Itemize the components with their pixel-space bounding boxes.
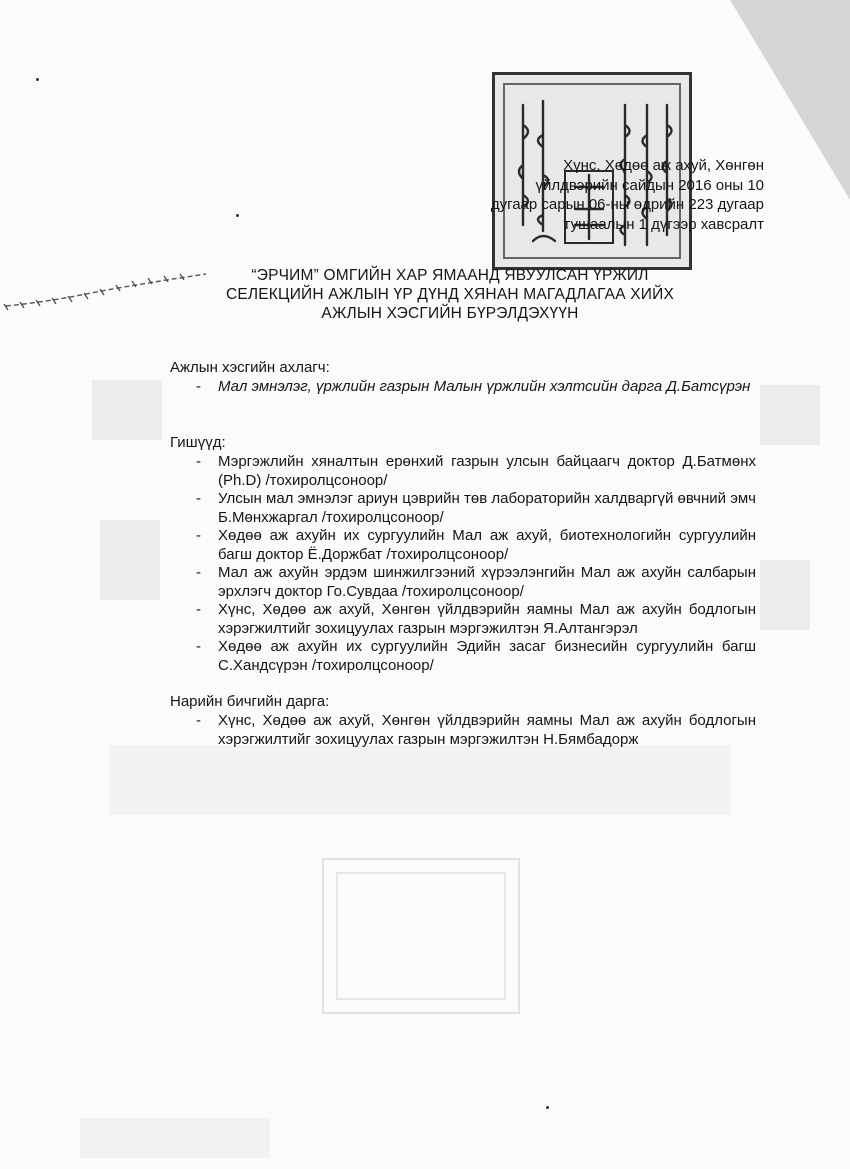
document-title-line: АЖЛЫН ХЭСГИЙН БҮРЭЛДЭХҮҮН (321, 305, 579, 322)
bullet-dash: - (196, 712, 201, 729)
leader-heading: Ажлын хэсгийн ахлагч: (170, 359, 330, 376)
bullet-dash: - (196, 564, 201, 581)
member-entry: Хөдөө аж ахуйн их сургуулийн Мал аж ахуй, биотехнологийн сургуулийн багш доктор Ё.Доржбат /тохиролцсоноор/ (218, 527, 756, 563)
bullet-dash: - (196, 638, 201, 655)
approval-line: тушаалын 1 дүгээр хавсралт (563, 215, 764, 233)
scan-speck (236, 214, 239, 217)
list-item (196, 378, 756, 397)
bleed-through (92, 380, 162, 440)
secretary-heading: Нарийн бичгийн дарга: (170, 693, 330, 710)
scan-speck (546, 1106, 549, 1109)
bleed-through (100, 520, 160, 600)
bullet-dash: - (196, 453, 201, 470)
document-title-line: СЕЛЕКЦИЙН АЖЛЫН ҮР ДҮНД ХЯНАН МАГАДЛАГАА ХИЙХ (225, 286, 675, 303)
document-title-line: “ЭРЧИМ” ОМГИЙН ХАР ЯМААНД ЯВУУЛСАН ҮРЖИЛ (251, 267, 649, 284)
list-item (196, 712, 756, 749)
leader-entry: Мал эмнэлэг, үржлийн газрын Малын үржлийн хэлтсийн дарга Д.Батсүрэн (218, 378, 751, 395)
scan-speck (36, 78, 39, 81)
member-entry: Хөдөө аж ахуйн их сургуулийн Эдийн засаг бизнесийн сургуулийн багш С.Хандсүрэн /тохиролцсоноор/ (218, 638, 756, 674)
faded-stamp (322, 858, 520, 1014)
approval-line: дугаар сарын 06-ны өдрийн 223 дугаар (490, 196, 764, 213)
members-heading: Гишүүд: (170, 434, 226, 451)
secretary-entry: Хүнс, Хөдөө аж ахуй, Хөнгөн үйлдвэрийн яамны Мал аж ахуйн бодлогын хэрэгжилтийг зохицуулах газрын мэргэжилтэн Н.Бямбадорж (218, 712, 756, 748)
list-item (196, 453, 756, 490)
member-entry: Хүнс, Хөдөө аж ахуй, Хөнгөн үйлдвэрийн яамны Мал аж ахуйн бодлогын хэрэгжилтийг зохицуулах газрын мэргэжилтэн Я.Алтангэрэл (218, 601, 756, 637)
approval-reference (478, 156, 764, 234)
member-entry: Мал аж ахуйн эрдэм шинжилгээний хүрээлэнгийн Мал аж ахуйн салбарын эрхлэгч доктор Го.Сувдаа /тохиролцсоноор/ (218, 564, 756, 600)
bleed-through (760, 560, 810, 630)
bullet-dash: - (196, 601, 201, 618)
bullet-dash: - (196, 490, 201, 507)
bleed-through (760, 385, 820, 445)
bullet-dash: - (196, 527, 201, 544)
bleed-through (80, 1118, 270, 1158)
list-item (196, 490, 756, 527)
approval-line: үйлдвэрийн сайдын 2016 оны 10 (535, 176, 764, 194)
list-item (196, 638, 756, 675)
list-item (196, 527, 756, 564)
bullet-dash: - (196, 378, 201, 395)
list-item (196, 564, 756, 601)
approval-line: Хүнс, Хөдөө аж ахуй, Хөнгөн (563, 157, 764, 174)
list-item (196, 601, 756, 638)
member-entry: Мэргэжлийн хяналтын ерөнхий газрын улсын байцаагч доктор Д.Батмөнх (Ph.D) /тохиролцсоноор/ (218, 453, 756, 489)
bleed-through (110, 745, 730, 815)
member-entry: Улсын мал эмнэлэг ариун цэврийн төв лабораторийн халдваргүй өвчний эмч Б.Мөнхжаргал /тохиролцсоноор/ (218, 490, 756, 526)
